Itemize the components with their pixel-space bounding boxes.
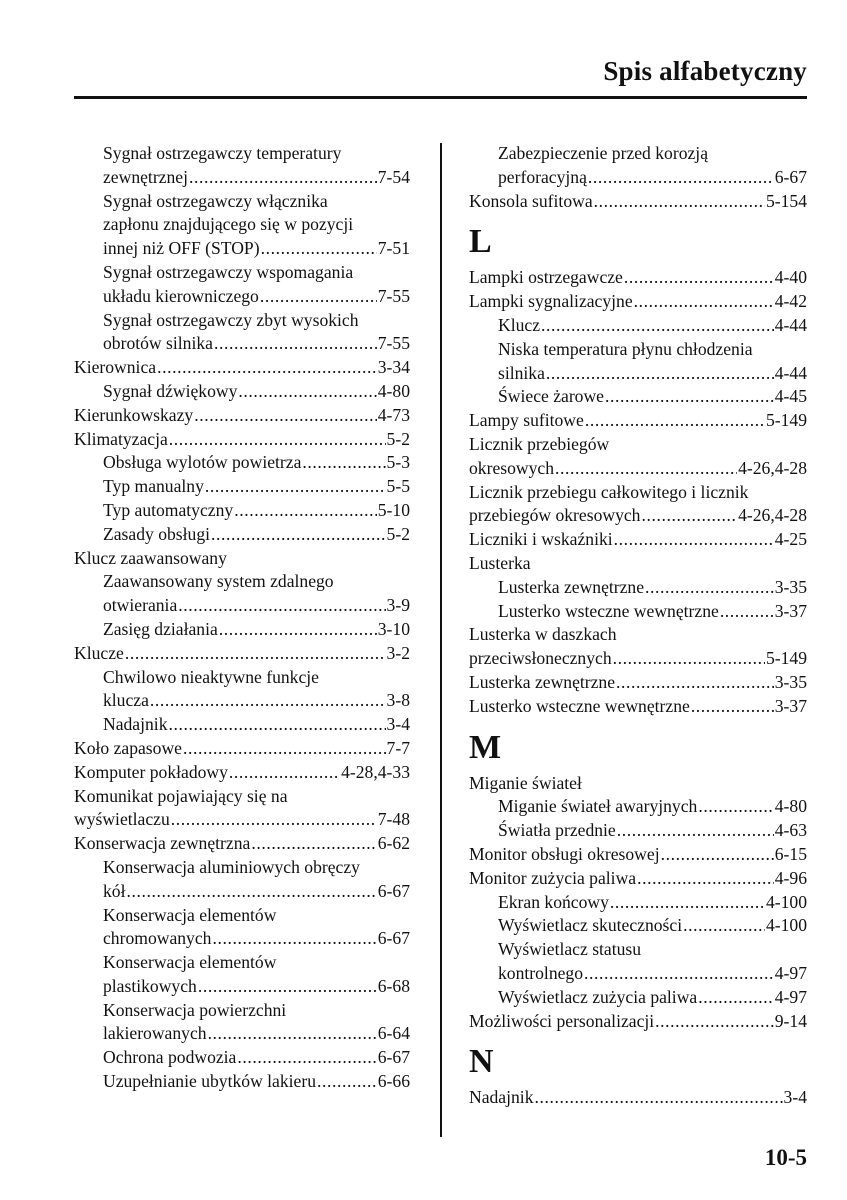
index-subentry <box>74 713 410 737</box>
entry-label: Lusterko wsteczne wewnętrzne <box>469 695 690 716</box>
entry-label: Typ automatyczny <box>103 499 234 520</box>
entry-label: Lampy sufitowe <box>469 410 584 431</box>
page-reference: 7-7 <box>386 737 410 758</box>
index-entry <box>74 356 410 380</box>
page-reference: 3-10 <box>377 618 410 639</box>
entry-label: Światła przednie <box>498 820 616 841</box>
section-letter: N <box>469 1043 494 1081</box>
dot-leader <box>302 451 385 475</box>
page-reference: 5-3 <box>386 452 410 473</box>
dot-leader <box>169 713 386 737</box>
page-reference: 4-42 <box>774 291 807 312</box>
index-entry <box>469 1086 807 1110</box>
dot-leader <box>624 266 774 290</box>
index-entry <box>469 528 807 552</box>
page-reference: 6-62 <box>377 833 410 854</box>
index-entry-text: Miganie świateł <box>469 772 582 793</box>
dot-leader <box>198 975 377 999</box>
dot-leader <box>194 404 377 428</box>
dot-leader <box>645 576 774 600</box>
index-subentry <box>74 499 410 523</box>
index-subentry-text: Zabezpieczenie przed korozją <box>498 143 709 163</box>
entry-label: Liczniki i wskaźniki <box>469 529 613 550</box>
dot-leader <box>211 523 386 547</box>
dot-leader <box>698 986 774 1010</box>
index-subentry-text: Sygnał ostrzegawczy włącznika <box>103 190 328 211</box>
index-entry-text: Lusterka w daszkach <box>469 624 617 645</box>
header-rule <box>74 96 807 99</box>
dot-leader <box>698 795 773 819</box>
page-reference: 3-8 <box>386 690 410 711</box>
dot-leader <box>189 166 377 190</box>
dot-leader <box>691 695 774 719</box>
page-reference: 5-5 <box>386 476 410 497</box>
entry-label: Świece żarowe <box>498 386 604 407</box>
dot-leader <box>546 362 774 386</box>
page-reference: 4-25 <box>774 529 807 550</box>
index-subentry <box>469 819 807 843</box>
index-entry <box>469 190 807 214</box>
index-entry-text: Komunikat pojawiający się na <box>74 785 288 806</box>
index-subentry <box>469 166 807 190</box>
dot-leader <box>555 457 737 481</box>
entry-label: Lampki ostrzegawcze <box>469 267 623 288</box>
page-reference: 6-67 <box>377 928 410 949</box>
page-reference: 4-44 <box>774 314 807 335</box>
page-reference: 4-44 <box>774 362 807 383</box>
entry-label: Konserwacja zewnętrzna <box>74 833 251 854</box>
dot-leader <box>541 314 774 338</box>
index-subentry <box>469 362 807 386</box>
page-reference: 4-40 <box>774 267 807 288</box>
page-reference: 6-67 <box>377 1047 410 1068</box>
index-subentry <box>469 795 807 819</box>
dot-leader <box>212 927 376 951</box>
entry-label: Kierunkowskazy <box>74 404 194 425</box>
page-reference: 6-15 <box>774 843 807 864</box>
dot-leader <box>125 642 386 666</box>
dot-leader <box>655 1010 774 1034</box>
entry-label: wyświetlaczu <box>74 809 170 830</box>
page-reference: 4-100 <box>765 891 807 912</box>
page-reference: 4-80 <box>774 796 807 817</box>
entry-label: Wyświetlacz zużycia paliwa <box>498 986 698 1007</box>
entry-label: Zasady obsługi <box>103 523 211 544</box>
dot-leader <box>178 594 385 618</box>
dot-leader <box>641 504 737 528</box>
entry-label: Typ manualny <box>103 476 204 497</box>
page-reference: 7-54 <box>377 166 410 187</box>
index-subentry <box>74 237 410 261</box>
section-letter: M <box>469 728 502 766</box>
page-reference: 4-80 <box>377 380 410 401</box>
entry-label: przebiegów okresowych <box>469 505 641 526</box>
entry-label: Monitor zużycia paliwa <box>469 867 637 888</box>
page-reference: 5-10 <box>377 499 410 520</box>
dot-leader <box>251 832 376 856</box>
entry-label: Sygnał dźwiękowy <box>103 380 238 401</box>
dot-leader <box>208 1022 377 1046</box>
index-subentry-text: Konserwacja elementów <box>103 904 277 925</box>
page-reference: 5-149 <box>765 648 807 669</box>
index-subentry <box>469 962 807 986</box>
entry-label: układu kierowniczego <box>103 285 259 306</box>
entry-label: Ochrona podwozia <box>103 1047 237 1068</box>
entry-label: zewnętrznej <box>103 166 188 187</box>
dot-leader <box>260 285 377 309</box>
entry-label: Lusterko wsteczne wewnętrzne <box>498 600 719 621</box>
entry-label: Nadajnik <box>469 1087 534 1108</box>
entry-label: kontrolnego <box>498 962 584 983</box>
page-reference: 3-4 <box>386 714 410 735</box>
dot-leader <box>261 237 377 261</box>
entry-label: perforacyjną <box>498 166 587 187</box>
dot-leader <box>169 428 386 452</box>
index-entry-text: Klucz zaawansowany <box>74 547 227 568</box>
page-reference: 4-63 <box>774 820 807 841</box>
page-reference: 3-37 <box>774 600 807 621</box>
dot-leader <box>171 808 377 832</box>
index-subentry <box>74 1046 410 1070</box>
page-reference: 4-45 <box>774 386 807 407</box>
dot-leader <box>617 819 774 843</box>
index-subentry <box>74 380 410 404</box>
dot-leader <box>683 914 765 938</box>
page-reference: 3-2 <box>386 642 410 663</box>
page-reference: 3-37 <box>774 695 807 716</box>
index-entry <box>469 504 807 528</box>
page-reference: 5-149 <box>765 410 807 431</box>
page-reference: 7-55 <box>377 285 410 306</box>
section-letter: L <box>469 223 492 261</box>
dot-leader <box>205 475 386 499</box>
entry-label: Uzupełnianie ubytków lakieru <box>103 1071 317 1092</box>
dot-leader <box>535 1086 783 1110</box>
index-subentry <box>74 927 410 951</box>
index-entry <box>74 808 410 832</box>
index-subentry-text: Chwilowo nieaktywne funkcje <box>103 666 319 687</box>
index-subentry-text: Wyświetlacz statusu <box>498 939 642 960</box>
dot-leader <box>126 880 376 904</box>
index-subentry-text: Konserwacja aluminiowych obręczy <box>103 856 360 877</box>
dot-leader <box>238 380 376 404</box>
dot-leader <box>317 1070 377 1094</box>
index-subentry <box>74 594 410 618</box>
entry-label: Wyświetlacz skuteczności <box>498 915 683 936</box>
dot-leader <box>613 647 765 671</box>
index-entry <box>74 832 410 856</box>
dot-leader <box>634 290 774 314</box>
index-entry <box>469 695 807 719</box>
index-subentry-text: Sygnał ostrzegawczy wspomagania <box>103 261 354 282</box>
entry-label: Nadajnik <box>103 714 168 735</box>
index-entry-text: Licznik przebiegu całkowitego i licznik <box>469 481 749 502</box>
dot-leader <box>720 600 774 624</box>
index-entry <box>74 404 410 428</box>
index-subentry-text: Sygnał ostrzegawczy temperatury <box>103 143 342 163</box>
page-reference: 4-73 <box>377 404 410 425</box>
index-entry <box>74 428 410 452</box>
page-reference: 5-154 <box>765 190 807 211</box>
entry-label: Klimatyzacja <box>74 428 168 449</box>
index-subentry <box>469 986 807 1010</box>
entry-label: innej niż OFF (STOP) <box>103 238 260 259</box>
index-entry <box>469 409 807 433</box>
index-subentry <box>74 1022 410 1046</box>
index-entry <box>74 642 410 666</box>
index-subentry <box>469 891 807 915</box>
index-entry <box>469 843 807 867</box>
index-entry <box>469 867 807 891</box>
index-subentry <box>74 285 410 309</box>
index-subentry <box>469 576 807 600</box>
index-column-left <box>74 142 410 1094</box>
index-subentry <box>74 618 410 642</box>
page-reference: 7-48 <box>377 809 410 830</box>
dot-leader <box>219 618 377 642</box>
entry-label: Obsługa wylotów powietrza <box>103 452 302 473</box>
page-reference: 9-14 <box>774 1010 807 1031</box>
index-entry <box>469 457 807 481</box>
index-entry <box>469 671 807 695</box>
entry-label: Ekran końcowy <box>498 891 609 912</box>
index-subentry-text: zapłonu znajdującego się w pozycji <box>103 214 354 235</box>
dot-leader <box>585 409 765 433</box>
page-reference: 6-66 <box>377 1071 410 1092</box>
entry-label: chromowanych <box>103 928 212 949</box>
page-reference: 4-26,4-28 <box>738 457 807 478</box>
page-reference: 4-26,4-28 <box>738 505 807 526</box>
page-reference: 6-68 <box>377 975 410 996</box>
index-subentry <box>74 475 410 499</box>
entry-label: Lampki sygnalizacyjne <box>469 291 633 312</box>
entry-label: Lusterka zewnętrzne <box>498 576 645 597</box>
page-reference: 4-96 <box>774 867 807 888</box>
index-subentry <box>74 523 410 547</box>
page-reference: 3-35 <box>774 576 807 597</box>
index-subentry <box>74 166 410 190</box>
index-subentry <box>74 1070 410 1094</box>
dot-leader <box>637 867 774 891</box>
entry-label: lakierowanych <box>103 1023 207 1044</box>
page-reference: 7-51 <box>377 238 410 259</box>
page-reference: 4-97 <box>774 962 807 983</box>
column-divider <box>440 143 442 1137</box>
entry-label: kół <box>103 880 126 901</box>
index-entry <box>469 1010 807 1034</box>
index-subentry <box>469 385 807 409</box>
page-reference: 5-2 <box>386 428 410 449</box>
index-subentry <box>74 332 410 356</box>
dot-leader <box>588 166 774 190</box>
index-entry <box>469 266 807 290</box>
entry-label: silnika <box>498 362 545 383</box>
index-subentry-text: Niska temperatura płynu chłodzenia <box>498 338 753 359</box>
page-reference: 3-35 <box>774 671 807 692</box>
entry-label: okresowych <box>469 457 555 478</box>
entry-label: Komputer pokładowy <box>74 761 228 782</box>
page-reference: 6-67 <box>774 166 807 187</box>
entry-label: Zasięg działania <box>103 618 218 639</box>
page-reference: 5-2 <box>386 523 410 544</box>
index-subentry <box>469 914 807 938</box>
dot-leader <box>234 499 377 523</box>
page-reference: 4-100 <box>765 915 807 936</box>
entry-label: Konsola sufitowa <box>469 190 593 211</box>
entry-label: Miganie świateł awaryjnych <box>498 796 698 817</box>
dot-leader <box>157 356 377 380</box>
dot-leader <box>183 737 386 761</box>
entry-label: obrotów silnika <box>103 333 213 354</box>
index-subentry <box>469 314 807 338</box>
dot-leader <box>616 671 774 695</box>
index-entry <box>74 761 410 785</box>
index-subentry <box>74 451 410 475</box>
entry-label: Lusterka zewnętrzne <box>469 671 616 692</box>
entry-label: Klucz <box>498 314 541 335</box>
entry-label: klucza <box>103 690 149 711</box>
dot-leader <box>237 1046 376 1070</box>
dot-leader <box>214 332 377 356</box>
index-entry <box>469 647 807 671</box>
index-subentry-text: Konserwacja elementów <box>103 952 277 973</box>
page-reference: 4-97 <box>774 986 807 1007</box>
index-subentry-text: Konserwacja powierzchni <box>103 999 287 1020</box>
page-header-title: Spis alfabetyczny <box>603 56 807 86</box>
page-reference: 6-67 <box>377 880 410 901</box>
index-subentry <box>74 689 410 713</box>
entry-label: otwierania <box>103 595 178 616</box>
page-reference: 3-4 <box>783 1087 807 1108</box>
dot-leader <box>229 761 340 785</box>
dot-leader <box>610 891 765 915</box>
entry-label: Klucze <box>74 642 124 663</box>
page-reference: 4-28,4-33 <box>341 761 410 782</box>
index-entry <box>469 290 807 314</box>
dot-leader <box>150 689 386 713</box>
entry-label: Kierownica <box>74 357 157 378</box>
page-reference: 3-34 <box>377 357 410 378</box>
page-number: 10-5 <box>764 1145 807 1170</box>
dot-leader <box>584 962 774 986</box>
dot-leader <box>661 843 774 867</box>
index-column-right <box>469 142 807 1110</box>
dot-leader <box>614 528 774 552</box>
dot-leader <box>594 190 765 214</box>
page-reference: 6-64 <box>377 1023 410 1044</box>
dot-leader <box>605 385 774 409</box>
page-reference: 7-55 <box>377 333 410 354</box>
index-subentry <box>74 880 410 904</box>
entry-label: plastikowych <box>103 975 197 996</box>
index-entry-text: Licznik przebiegów <box>469 433 610 454</box>
entry-label: przeciwsłonecznych <box>469 648 612 669</box>
index-subentry-text: Zaawansowany system zdalnego <box>103 571 334 592</box>
index-subentry <box>469 600 807 624</box>
entry-label: Koło zapasowe <box>74 737 182 758</box>
index-subentry <box>74 975 410 999</box>
index-subentry-text: Sygnał ostrzegawczy zbyt wysokich <box>103 309 359 330</box>
index-entry <box>74 737 410 761</box>
index-entry-text: Lusterka <box>469 552 531 573</box>
entry-label: Możliwości personalizacji <box>469 1010 655 1031</box>
page-reference: 3-9 <box>386 595 410 616</box>
entry-label: Monitor obsługi okresowej <box>469 843 660 864</box>
